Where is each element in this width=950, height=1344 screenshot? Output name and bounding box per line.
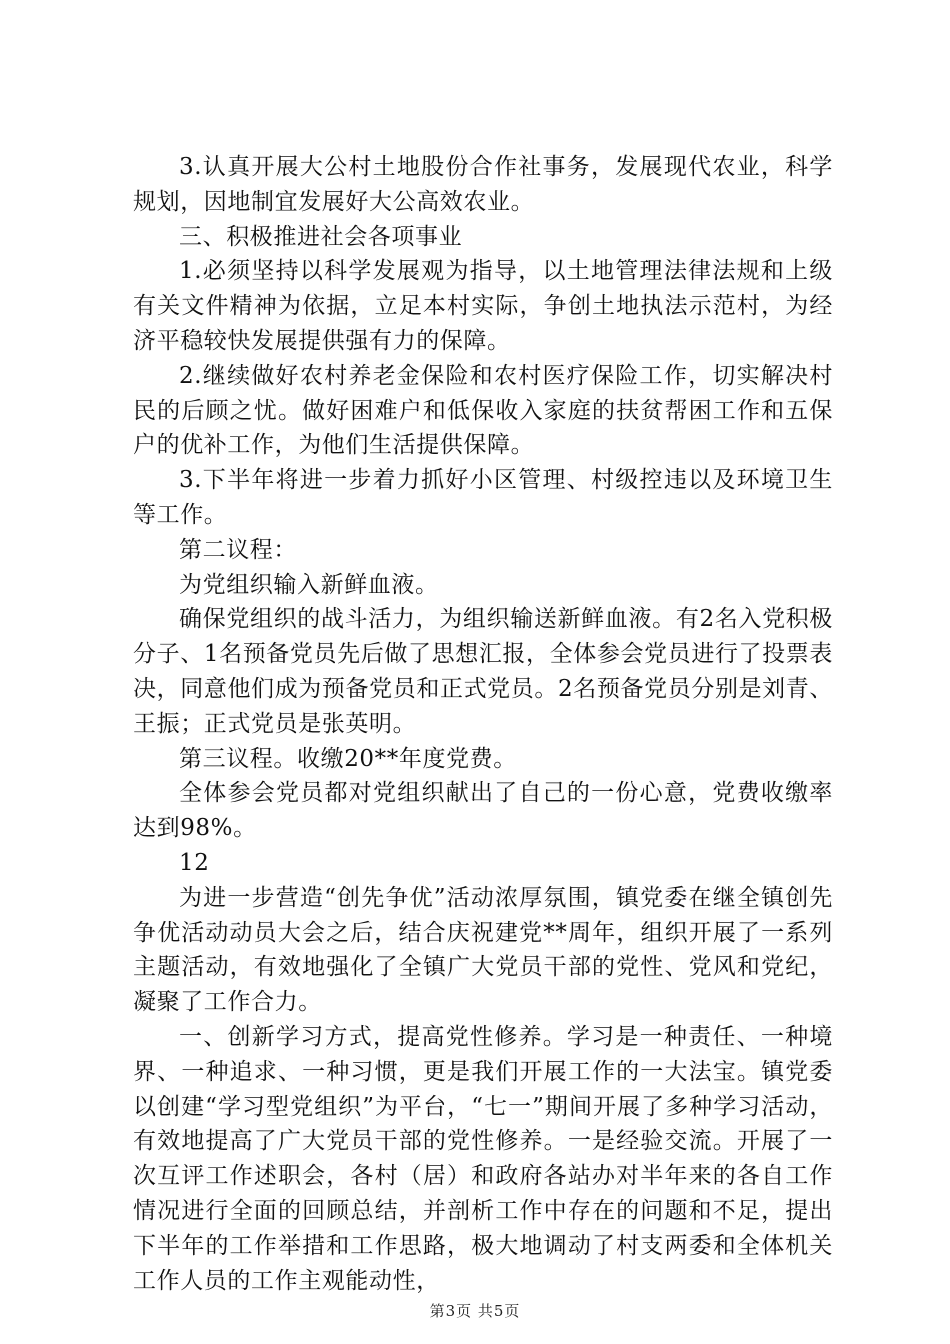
paragraph-excellence-campaign: 为进一步营造“创先争优”活动浓厚氛围，镇党委在继全镇创先争优活动动员大会之后，结合庆祝建党**周年，组织开展了一系列主题活动，有效地强化了全镇广大党员干部的党性、党风和党纪，凝聚了工作合力。	[133, 884, 833, 1016]
paragraph-item-3-community-management: 3.下半年将进一步着力抓好小区管理、村级控违以及环境卫生等工作。	[133, 467, 833, 528]
document-body	[133, 150, 833, 1298]
section-heading-social-affairs: 三、积极推进社会各项事业	[179, 223, 463, 250]
agenda-heading-second: 第二议程：	[179, 536, 297, 563]
paragraph-new-members: 为党组织输入新鲜血液。	[179, 571, 439, 598]
paragraph-item-1-scientific-development: 1.必须坚持以科学发展观为指导，以土地管理法律法规和上级有关文件精神为依据，立足本村实际，争创土地执法示范村，为经济平稳较快发展提供强有力的保障。	[133, 258, 833, 354]
page-number-footer: 第3页 共5页	[429, 1302, 521, 1320]
paragraph-learning-methods: 一、创新学习方式，提高党性修养。学习是一种责任、一种境界、一种追求、一种习惯，更是我们开展工作的一大法宝。镇党委以创建“学习型党组织”为平台，“七一”期间开展了多种学习活动，有效地提高了广大党员干部的党性修养。一是经验交流。开展了一次互评工作述职会，各村（居）和政府各站办对半年来的各自工作情况进行全面的回顾总结，并剖析工作中存在的问题和不足，提出下半年的工作举措和工作思路，极大地调动了村支两委和全体机关工作人员的工作主观能动性，	[133, 1023, 833, 1294]
paragraph-item-2-insurance: 2.继续做好农村养老金保险和农村医疗保险工作，切实解决村民的后顾之忧。做好困难户和低保收入家庭的扶贫帮困工作和五保户的优补工作，为他们生活提供保障。	[133, 362, 833, 459]
section-number: 12	[179, 849, 210, 876]
paragraph-item-3-land-cooperative: 3.认真开展大公村土地股份合作社事务，发展现代农业，科学规划，因地制宜发展好大公高效农业。	[133, 154, 833, 215]
paragraph-member-vote: 确保党组织的战斗活力，为组织输送新鲜血液。有2名入党积极分子、1名预备党员先后做了思想汇报，全体参会党员进行了投票表决，同意他们成为预备党员和正式党员。2名预备党员分别是刘青、王振；正式党员是张英明。	[133, 606, 833, 737]
agenda-heading-third: 第三议程。收缴20**年度党费。	[179, 745, 517, 772]
paragraph-dues-rate: 全体参会党员都对党组织献出了自己的一份心意，党费收缴率达到98%。	[133, 780, 833, 842]
